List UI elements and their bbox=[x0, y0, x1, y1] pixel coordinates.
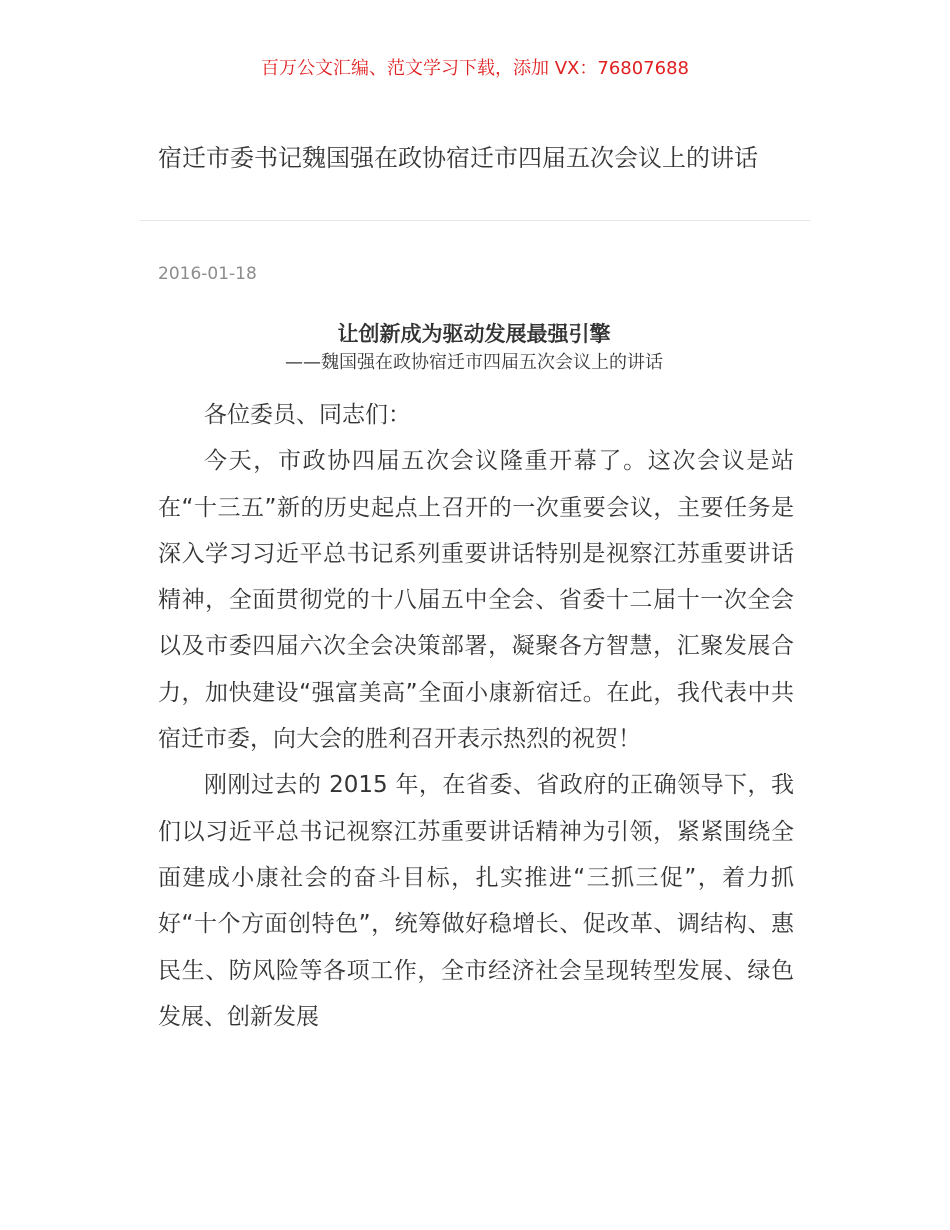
article-header bbox=[158, 318, 790, 376]
promo-banner: 百万公文汇编、范文学习下载，添加 VX：76807688 bbox=[261, 58, 689, 79]
publish-date: 2016-01-18 bbox=[158, 264, 257, 284]
article-title: 宿迁市委书记魏国强在政协宿迁市四届五次会议上的讲话 bbox=[158, 144, 758, 172]
paragraph-salutation: 各位委员、同志们： bbox=[204, 402, 411, 428]
paragraph-opening: 今天，市政协四届五次会议隆重开幕了。这次会议是站在“十三五”新的历史起点上召开的一次重要会议，主要任务是深入学习习近平总书记系列重要讲话特别是视察江苏重要讲话精神，全面贯彻党的十八届五中全会、省委十二届十一次全会以及市委四届六次全会决策部署，凝聚各方智慧，汇聚发展合力，加快建设“强富美高”全面小康新宿迁。在此，我代表中共宿迁市委，向大会的胜利召开表示热烈的祝贺！ bbox=[158, 448, 794, 753]
speech-subtitle: ——魏国强在政协宿迁市四届五次会议上的讲话 bbox=[285, 352, 663, 373]
speech-headline: 让创新成为驱动发展最强引擎 bbox=[337, 322, 611, 346]
article-body bbox=[158, 392, 794, 1040]
title-divider bbox=[140, 220, 810, 221]
paragraph-review: 刚刚过去的 2015 年，在省委、省政府的正确领导下，我们以习近平总书记视察江苏重要讲话精神为引领，紧紧围绕全面建成小康社会的奋斗目标，扎实推进“三抓三促”，着力抓好“十个方面创特色”，统筹做好稳增长、促改革、调结构、惠民生、防风险等各项工作，全市经济社会呈现转型发展、绿色发展、创新发展 bbox=[158, 772, 794, 1030]
